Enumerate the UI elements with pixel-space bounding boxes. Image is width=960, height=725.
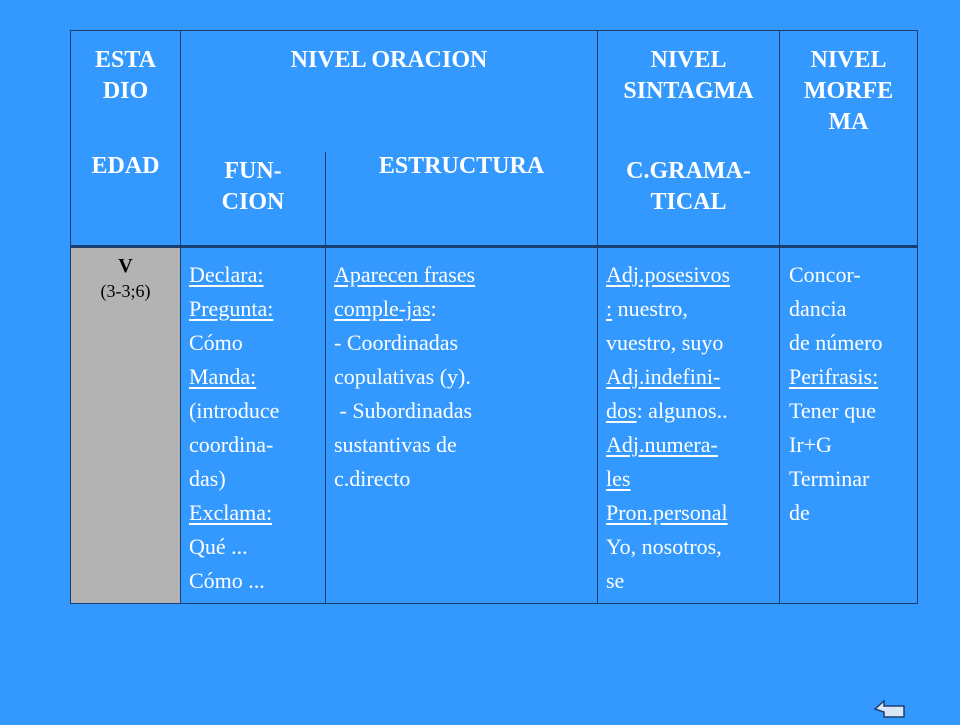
divider [597,248,598,604]
sintagma-line: vuestro, suyo [606,330,724,355]
funcion-line: Pregunta: [189,296,274,321]
estructura-line: sustantivas de [334,432,457,457]
funcion-cell [189,258,325,598]
estructura-line: Aparecen frases [334,262,476,287]
estructura-cell [334,258,596,496]
stage-cell [71,248,180,603]
sintagma-line: Yo, nosotros, [606,534,722,559]
sintagma-line: les [606,466,631,491]
morfema-cell [789,258,917,530]
morfema-line: Tener que [789,398,877,423]
stage-age: (3-3;6) [100,281,151,301]
sintagma-cell [606,258,778,598]
sintagma-line: Adj.numera- [606,432,718,457]
stage-number: V [118,255,133,277]
header-nivel-oracion: NIVEL ORACION [290,47,488,73]
morfema-line: de número [789,330,883,355]
morfema-line: Perifrasis: [789,364,879,389]
sintagma-line: Pron.personal [606,500,728,525]
header-c-gramatical: C.GRAMA- TICAL [626,158,751,215]
back-button[interactable] [873,698,907,720]
estructura-line: - Subordinadas [334,398,473,423]
funcion-line: Manda: [189,364,257,389]
morfema-line: dancia [789,296,847,321]
funcion-line: Cómo [189,330,243,355]
sintagma-line: : nuestro, [606,296,688,321]
estructura-line: c.directo [334,466,411,491]
divider [779,248,780,604]
funcion-line: das) [189,466,226,491]
funcion-line: Declara: [189,262,264,287]
estructura-line: comple-jas: [334,296,437,321]
header-funcion: FUN- CION [221,158,285,215]
table-row [70,246,918,604]
funcion-line: Qué ... [189,534,248,559]
funcion-line: coordina- [189,432,274,457]
funcion-line: Exclama: [189,500,273,525]
morfema-line: Terminar [789,466,870,491]
header-nivel-sintagma: NIVEL SINTAGMA [623,47,754,104]
header-estadio: ESTA DIO [95,47,156,104]
sintagma-line: Adj.indefini- [606,364,721,389]
estructura-line: copulativas (y). [334,364,471,389]
divider [180,248,181,604]
header-estructura: ESTRUCTURA [378,153,545,179]
funcion-line: Cómo ... [189,568,265,593]
back-arrow-icon [873,698,907,720]
header-edad: EDAD [91,153,160,179]
sintagma-line: se [606,568,625,593]
morfema-line: Concor- [789,262,861,287]
morfema-line: Ir+G [789,432,832,457]
funcion-line: (introduce [189,398,280,423]
table-header [70,30,918,246]
header-nivel-morfema: NIVEL MORFE MA [803,47,894,135]
morfema-line: de [789,500,810,525]
estructura-line: - Coordinadas [334,330,459,355]
sintagma-line: dos: algunos.. [606,398,728,423]
sintagma-line: Adj.posesivos [606,262,731,287]
divider [325,248,326,604]
